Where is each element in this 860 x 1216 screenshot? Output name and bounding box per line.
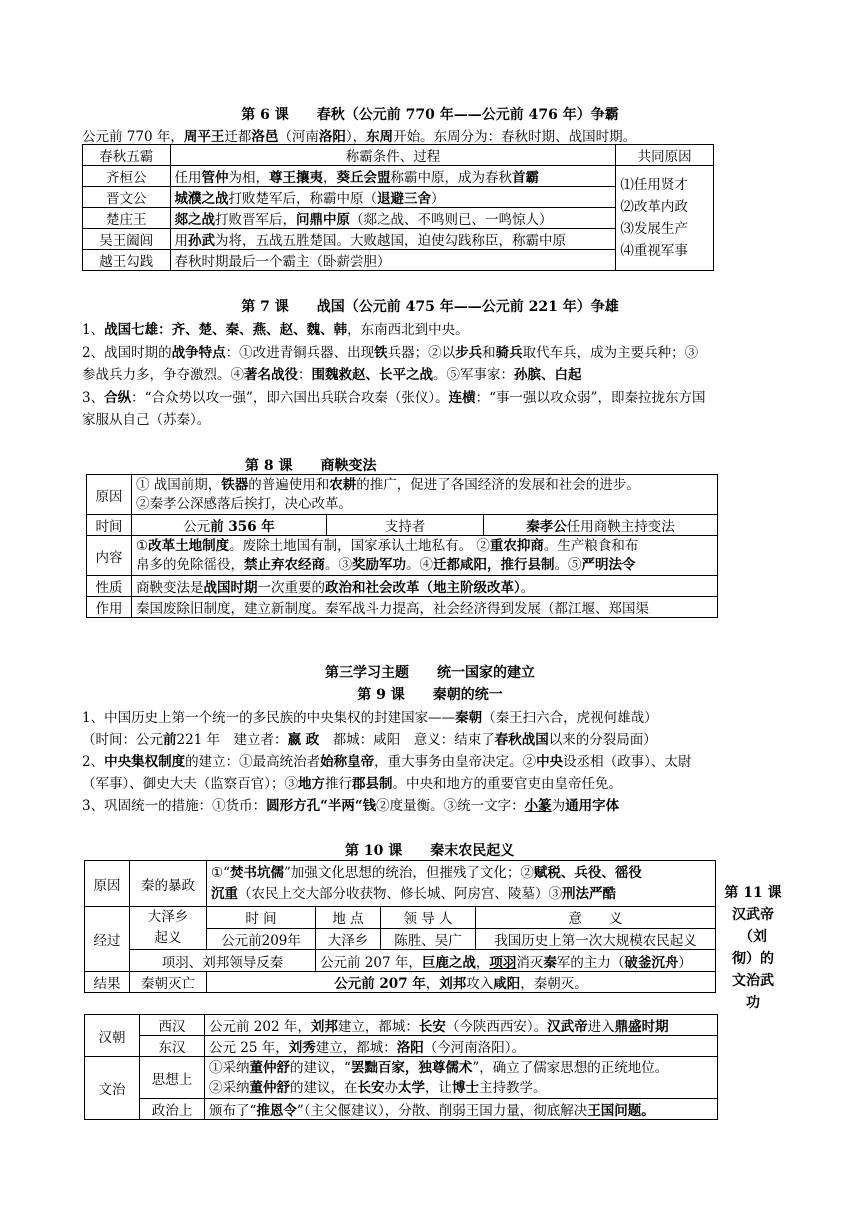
row-label: 汉朝 [85,1015,140,1057]
lesson7-p3a: 3、合纵：“合众势以攻一强”，即六国出兵联合攻秦（张仪）。连横：“事一强以攻众弱”，即秦拉拢东方国 [82,390,706,406]
row-label: 作用 [87,597,132,618]
hegemons-table [82,144,714,271]
thought-detail: ①采纳董仲舒的建议，“罢黜百家，独尊儒术”，确立了儒家思想的正统地位。 ②采纳董仲舒的建议，在长安办太学，让博士主持教学。 [205,1057,718,1099]
col-header: 称霸条件、过程 [170,145,616,166]
uprising-cell: 陈胜、吴广 [381,928,476,950]
lesson6-intro: 公元前 770 年，周平王迁都洛邑（河南洛阳），东周开始。东周分为：春秋时期、战国时期。 [82,129,637,145]
theme3-title: 第三学习主题 统一国家的建立 [325,665,535,681]
peasant-uprising-table [84,860,716,993]
lesson8-title: 第 8 课 商鞅变法 [245,458,377,474]
xiangliu-label: 项羽、刘邦领导反秦 [130,950,316,972]
politics-detail: 颁布了“推恩令”（主父偃建议），分散、削弱王国力量，彻底解决王国问题。 [205,1099,718,1120]
row-label: 原因 [85,861,130,907]
reform-content: ①改革土地制度。废除土地国有制，国家承认土地私有。 ②重农抑商。生产粮食和布 帛多的免除徭役，禁止弃农经商。③奖励军功。④迁都咸阳，推行县制。⑤严明法令 [132,536,718,576]
han-dynasty-table [84,1014,718,1120]
row-label: 原因 [87,475,132,515]
lesson9-p2a: 2、中央集权制度的建立：①最高统治者始称皇帝，重大事务由皇帝决定。②中央设丞相（政事）、太尉 [82,754,692,770]
sub-header: 意 义 [476,907,716,929]
lesson9-title: 第 9 课 秦朝的统一 [357,687,503,703]
lesson6-title: 第 6 课 春秋（公元前 770 年——公元前 476 年）争霸 [241,107,619,123]
reform-supporter: 秦孝公任用商鞅主持变法 [484,515,718,536]
row-label: 经过 [85,907,130,972]
lesson9-p2b: （军事）、御史大夫（监察百官）；③地方推行郡县制。中央和地方的重要官吏由皇帝任免。 [82,776,622,792]
row-label: 结果 [85,972,130,993]
lesson7-p1: 1、战国七雄：齐、楚、秦、燕、赵、魏、韩，东南西北到中央。 [82,322,469,338]
hegemon-name: 晋文公 [83,187,171,208]
reform-time: 公元前 356 年 [132,515,327,536]
lesson9-p1b: （时间：公元前221 年 建立者：嬴 政 都城：咸阳 意义：结束了春秋战国以来的分裂局面） [82,732,657,748]
uprising-cell: 我国历史上第一次大规模农民起义 [476,928,716,950]
lesson7-p2a: 2、战国时期的战争特点：①改进青铜兵器、出现铁兵器；②以步兵和骑兵取代车兵，成为主要兵种；③ [82,345,699,361]
hegemon-name: 吴王阖闾 [83,229,171,250]
hegemon-detail: 用孙武为将，五战五胜楚国。大败越国，迫使勾践称臣，称霸中原 [170,229,616,250]
west-han-label: 西汉 [140,1015,205,1036]
reform-nature: 商鞅变法是战国时期一次重要的政治和社会改革（地主阶级改革）。 [132,576,718,597]
col-header: 共同原因 [616,145,714,166]
uprising-cell: 公元前209年 [207,928,316,950]
lesson7-p3b: 家服从自己（苏秦）。 [82,412,211,428]
lesson10-title: 第 10 课 秦末农民起义 [345,843,515,859]
hegemon-name: 楚庄王 [83,208,171,229]
dazexiang-label: 大泽乡 起义 [130,907,207,950]
sub-header: 领 导 人 [381,907,476,929]
politics-label: 政治上 [140,1099,205,1120]
reform-cause: ① 战国前期，铁器的普遍使用和农耕的推广，促进了各国经济的发展和社会的进步。 ②秦孝公深感落后挨打，决心改革。 [132,475,718,515]
east-han-detail: 公元 25 年，刘秀建立，都城：洛阳（今河南洛阳）。 [205,1036,718,1057]
col-header: 春秋五霸 [83,145,171,166]
row-label: 时间 [87,515,132,536]
west-han-detail: 公元前 202 年，刘邦建立，都城：长安（今陕西西安）。汉武帝进入鼎盛时期 [205,1015,718,1036]
supporter-label: 支持者 [327,515,484,536]
row-label: 文治 [85,1057,140,1120]
result-sub: 秦朝灭亡 [130,972,207,993]
lesson9-p3: 3、巩固统一的措施：①货币：圆形方孔“半两“钱②度量衡。③统一文字：小篆为通用字体 [82,798,620,814]
hegemon-detail: 郯之战打败晋军后，问鼎中原（郯之战、不鸣则已、一鸣惊人） [170,208,616,229]
lesson7-title: 第 7 课 战国（公元前 475 年——公元前 221 年）争雄 [241,299,619,315]
hegemon-detail: 城濮之战打败楚军后，称霸中原（退避三舍） [170,187,616,208]
hegemon-name: 齐桓公 [83,166,171,187]
east-han-label: 东汉 [140,1036,205,1057]
sub-header: 地 点 [316,907,381,929]
row-label: 性质 [87,576,132,597]
xiangliu-detail: 公元前 207 年，巨鹿之战，项羽消灭秦军的主力（破釜沉舟） [316,950,716,972]
uprising-result: 公元前 207 年，刘邦攻入咸阳，秦朝灭。 [207,972,716,993]
sub-header: 时 间 [207,907,316,929]
reform-effect: 秦国废除旧制度，建立新制度。秦军战斗力提高，社会经济得到发展（都江堰、郑国渠 [132,597,718,618]
hegemon-detail: 任用管仲为相，尊王攘夷，葵丘会盟称霸中原，成为春秋首霸 [170,166,616,187]
common-reasons: ⑴任用贤才 ⑵改革内政 ⑶发展生产 ⑷重视军事 [616,166,714,271]
row-label: 内容 [87,536,132,576]
lesson11-side-label: 第 11 课 汉武帝 （刘 彻）的 文治武 功 [724,885,782,1011]
uprising-cause: ①“焚书坑儒”加强文化思想的统治，但摧残了文化；②赋税、兵役、徭役 沉重（农民上交大部分收获物、修长城、阿房宫、陵墓）③刑法严酷 [207,861,716,907]
lesson9-p1: 1、中国历史上第一个统一的多民族的中央集权的封建国家——秦朝（秦王扫六合，虎视何雄哉） [82,710,658,726]
hegemon-name: 越王勾践 [83,250,171,271]
uprising-cell: 大泽乡 [316,928,381,950]
hegemon-detail: 春秋时期最后一个霸主（卧薪尝胆） [170,250,616,271]
lesson7-p2b: 参战兵力多，争夺激烈。④著名战役：围魏救赵、长平之战。⑤军事家：孙膑、白起 [82,367,582,383]
cause-sub: 秦的暴政 [130,861,207,907]
thought-label: 思想上 [140,1057,205,1099]
shang-yang-table [86,474,718,618]
